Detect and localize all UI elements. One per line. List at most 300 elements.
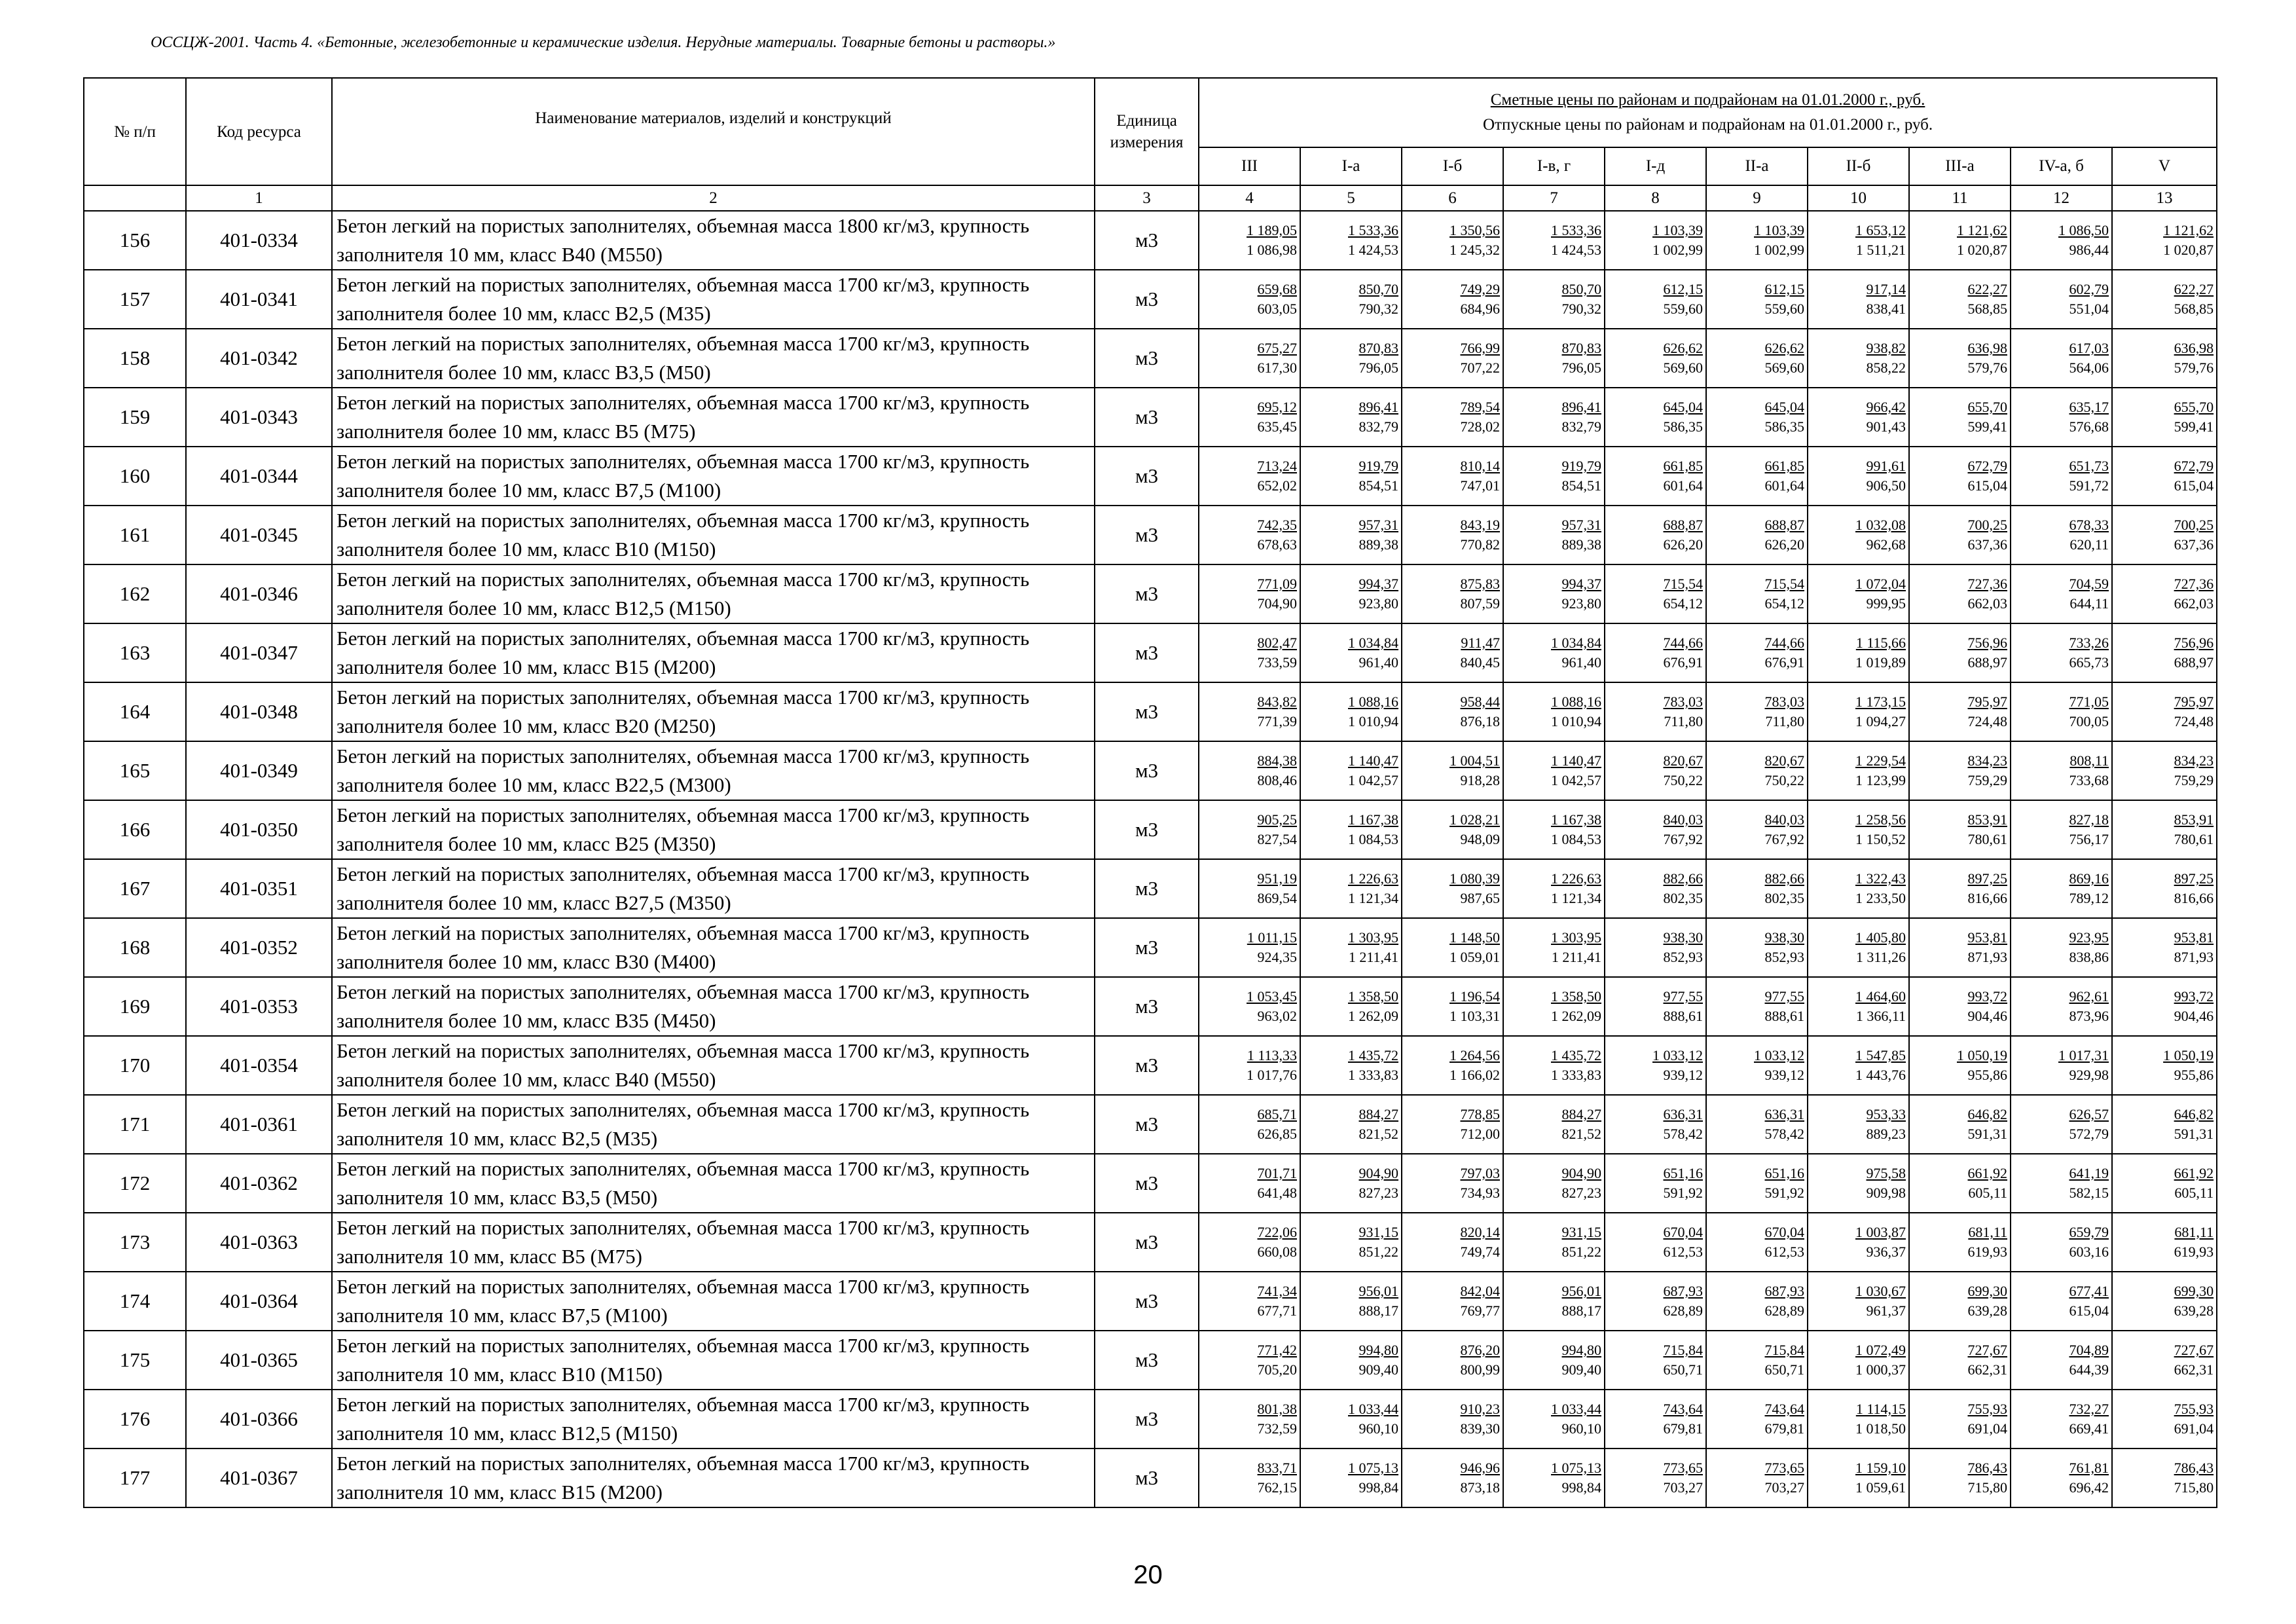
price-cell <box>2011 1272 2112 1331</box>
estimate-price: 993,72 <box>2174 988 2214 1005</box>
price-cell <box>1706 1213 1808 1272</box>
price-cell <box>1300 1213 1402 1272</box>
price-cell <box>1909 918 2011 977</box>
header-region: III <box>1199 147 1300 185</box>
release-price: 601,64 <box>1663 477 1703 494</box>
unit-cell: м3 <box>1095 329 1199 388</box>
estimate-price: 1 350,56 <box>1449 222 1500 238</box>
release-price: 612,53 <box>1663 1244 1703 1260</box>
release-price: 888,17 <box>1358 1302 1398 1319</box>
estimate-price: 741,34 <box>1257 1283 1297 1299</box>
price-cell <box>2112 1272 2217 1331</box>
release-price: 559,60 <box>1764 301 1804 317</box>
estimate-price: 626,62 <box>1764 340 1804 356</box>
estimate-price: 783,03 <box>1663 693 1703 710</box>
price-cell <box>1605 388 1706 447</box>
estimate-price: 834,23 <box>1967 752 2007 769</box>
release-price: 662,31 <box>1967 1361 2007 1378</box>
estimate-price: 771,09 <box>1257 576 1297 592</box>
release-price: 1 059,01 <box>1449 949 1500 965</box>
release-price: 808,46 <box>1257 772 1297 788</box>
price-cell <box>1909 1331 2011 1390</box>
estimate-price: 1 080,39 <box>1449 870 1500 887</box>
estimate-price: 1 088,16 <box>1348 693 1398 710</box>
estimate-price: 1 033,44 <box>1551 1401 1601 1417</box>
price-cell <box>1808 623 1909 682</box>
resource-code: 401-0353 <box>186 977 332 1036</box>
header-num: № п/п <box>84 78 186 185</box>
price-cell <box>2112 1036 2217 1095</box>
release-price: 852,93 <box>1764 949 1804 965</box>
release-price: 1 020,87 <box>2163 242 2214 258</box>
estimate-price: 1 140,47 <box>1348 752 1398 769</box>
table-row <box>84 1331 2217 1390</box>
price-cell <box>1503 506 1605 564</box>
estimate-price: 661,85 <box>1663 458 1703 474</box>
release-price: 871,93 <box>1967 949 2007 965</box>
release-price: 1 042,57 <box>1551 772 1601 788</box>
estimate-price: 715,54 <box>1764 576 1804 592</box>
release-price: 615,04 <box>2069 1302 2109 1319</box>
estimate-price: 695,12 <box>1257 399 1297 415</box>
estimate-price: 802,47 <box>1257 635 1297 651</box>
price-cell <box>1909 1449 2011 1507</box>
price-cell <box>1909 1036 2011 1095</box>
release-price: 796,05 <box>1358 360 1398 376</box>
price-cell <box>1199 211 1300 270</box>
price-cell <box>1605 741 1706 800</box>
row-number: 175 <box>84 1331 186 1390</box>
release-price: 679,81 <box>1764 1420 1804 1437</box>
estimate-price: 1 173,15 <box>1855 693 1906 710</box>
release-price: 704,90 <box>1257 595 1297 612</box>
release-price: 1 262,09 <box>1348 1008 1398 1024</box>
release-price: 669,41 <box>2069 1420 2109 1437</box>
price-cell <box>1402 270 1503 329</box>
release-price: 654,12 <box>1663 595 1703 612</box>
release-price: 888,61 <box>1764 1008 1804 1024</box>
estimate-price: 622,27 <box>2174 281 2214 297</box>
estimate-price: 1 464,60 <box>1855 988 1906 1005</box>
estimate-price: 840,03 <box>1764 811 1804 828</box>
unit-cell: м3 <box>1095 1390 1199 1449</box>
estimate-price: 699,30 <box>2174 1283 2214 1299</box>
price-cell <box>1808 918 1909 977</box>
price-cell <box>1199 1272 1300 1331</box>
release-price: 790,32 <box>1358 301 1398 317</box>
price-cell <box>1402 1154 1503 1213</box>
estimate-price: 783,03 <box>1764 693 1804 710</box>
estimate-price: 1 003,87 <box>1855 1224 1906 1240</box>
price-cell <box>2112 1449 2217 1507</box>
release-price: 628,89 <box>1663 1302 1703 1319</box>
release-price: 1 150,52 <box>1855 831 1906 847</box>
estimate-price: 1 159,10 <box>1855 1460 1906 1476</box>
estimate-price: 1 322,43 <box>1855 870 1906 887</box>
price-cell <box>1605 211 1706 270</box>
price-cell <box>1300 682 1402 741</box>
material-name: Бетон легкий на пористых заполнителях, объемная масса 1700 кг/м3, крупность заполнителя более 10 мм, класс В2,5 (М35) <box>332 270 1095 329</box>
estimate-price: 946,96 <box>1460 1460 1500 1476</box>
price-cell <box>1300 1095 1402 1154</box>
release-price: 599,41 <box>2174 418 2214 435</box>
release-price: 650,71 <box>1663 1361 1703 1378</box>
release-price: 601,64 <box>1764 477 1804 494</box>
price-cell <box>1605 270 1706 329</box>
estimate-price: 850,70 <box>1561 281 1601 297</box>
estimate-price: 701,71 <box>1257 1165 1297 1181</box>
estimate-price: 853,91 <box>1967 811 2007 828</box>
estimate-price: 755,93 <box>1967 1401 2007 1417</box>
price-cell <box>1199 388 1300 447</box>
estimate-price: 884,27 <box>1561 1106 1601 1122</box>
estimate-price: 991,61 <box>1866 458 1906 474</box>
estimate-price: 820,14 <box>1460 1224 1500 1240</box>
release-price: 591,72 <box>2069 477 2109 494</box>
release-price: 564,06 <box>2069 360 2109 376</box>
resource-code: 401-0352 <box>186 918 332 977</box>
resource-code: 401-0362 <box>186 1154 332 1213</box>
table-row <box>84 388 2217 447</box>
price-cell <box>1808 564 1909 623</box>
price-cell <box>2011 211 2112 270</box>
price-cell <box>1300 211 1402 270</box>
header-region: II-б <box>1808 147 1909 185</box>
header-region: III-а <box>1909 147 2011 185</box>
resource-code: 401-0346 <box>186 564 332 623</box>
release-price: 1 121,34 <box>1551 890 1601 906</box>
release-price: 1 424,53 <box>1348 242 1398 258</box>
estimate-price: 1 653,12 <box>1855 222 1906 238</box>
release-price: 626,20 <box>1663 536 1703 553</box>
price-cell <box>1706 1272 1808 1331</box>
release-price: 662,03 <box>2174 595 2214 612</box>
table-row <box>84 1272 2217 1331</box>
release-price: 619,93 <box>1967 1244 2007 1260</box>
unit-cell: м3 <box>1095 270 1199 329</box>
price-cell <box>1706 859 1808 918</box>
estimate-price: 786,43 <box>2174 1460 2214 1476</box>
unit-cell: м3 <box>1095 1449 1199 1507</box>
estimate-price: 727,67 <box>2174 1342 2214 1358</box>
price-cell <box>1300 388 1402 447</box>
price-cell <box>2112 1095 2217 1154</box>
estimate-price: 651,16 <box>1764 1165 1804 1181</box>
release-price: 707,22 <box>1460 360 1500 376</box>
release-price: 796,05 <box>1561 360 1601 376</box>
release-price: 901,43 <box>1866 418 1906 435</box>
material-name: Бетон легкий на пористых заполнителях, объемная масса 1700 кг/м3, крупность заполнителя 10 мм, класс В2,5 (М35) <box>332 1095 1095 1154</box>
price-cell <box>1808 506 1909 564</box>
release-price: 582,15 <box>2069 1185 2109 1201</box>
price-cell <box>2011 1095 2112 1154</box>
release-price: 568,85 <box>1967 301 2007 317</box>
estimate-price: 953,81 <box>2174 929 2214 946</box>
material-name: Бетон легкий на пористых заполнителях, объемная масса 1700 кг/м3, крупность заполнителя более 10 мм, класс В22,5 (М300) <box>332 741 1095 800</box>
price-cell <box>1909 1390 2011 1449</box>
estimate-price: 727,36 <box>1967 576 2007 592</box>
estimate-price: 938,30 <box>1663 929 1703 946</box>
release-price: 591,92 <box>1663 1185 1703 1201</box>
release-price: 924,35 <box>1257 949 1297 965</box>
release-price: 854,51 <box>1358 477 1398 494</box>
resource-code: 401-0342 <box>186 329 332 388</box>
unit-cell: м3 <box>1095 918 1199 977</box>
release-price: 918,28 <box>1460 772 1500 788</box>
price-cell <box>1808 329 1909 388</box>
resource-code: 401-0344 <box>186 447 332 506</box>
release-price: 605,11 <box>2174 1185 2214 1201</box>
resource-code: 401-0347 <box>186 623 332 682</box>
header-unit: Единица измерения <box>1095 78 1199 185</box>
price-cell <box>1503 329 1605 388</box>
price-cell <box>1706 1036 1808 1095</box>
release-price: 800,99 <box>1460 1361 1500 1378</box>
price-cell <box>1706 329 1808 388</box>
price-cell <box>1605 1213 1706 1272</box>
unit-cell: м3 <box>1095 741 1199 800</box>
release-price: 1 002,99 <box>1652 242 1703 258</box>
estimate-price: 962,61 <box>2069 988 2109 1005</box>
price-cell <box>1808 1390 1909 1449</box>
price-cell <box>1706 918 1808 977</box>
header-column-number: 6 <box>1402 185 1503 211</box>
release-price: 591,31 <box>1967 1126 2007 1142</box>
table-row <box>84 1390 2217 1449</box>
price-cell <box>2011 741 2112 800</box>
release-price: 854,51 <box>1561 477 1601 494</box>
estimate-price: 1 189,05 <box>1247 222 1297 238</box>
material-name: Бетон легкий на пористых заполнителях, объемная масса 1700 кг/м3, крупность заполнителя 10 мм, класс В5 (М75) <box>332 1213 1095 1272</box>
release-price: 909,40 <box>1561 1361 1601 1378</box>
estimate-price: 795,97 <box>1967 693 2007 710</box>
release-price: 929,98 <box>2069 1067 2109 1083</box>
price-cell <box>1503 447 1605 506</box>
price-cell <box>1300 270 1402 329</box>
release-price: 639,28 <box>1967 1302 2007 1319</box>
release-price: 677,71 <box>1257 1302 1297 1319</box>
price-cell <box>1909 506 2011 564</box>
price-cell <box>1402 800 1503 859</box>
price-cell <box>1300 859 1402 918</box>
unit-cell: м3 <box>1095 211 1199 270</box>
release-price: 1 311,26 <box>1855 949 1906 965</box>
release-price: 923,80 <box>1561 595 1601 612</box>
header-region: IV-а, б <box>2011 147 2112 185</box>
release-price: 579,76 <box>2174 360 2214 376</box>
price-cell <box>1605 623 1706 682</box>
estimate-price: 1 114,15 <box>1855 1401 1906 1417</box>
unit-cell: м3 <box>1095 977 1199 1036</box>
price-cell <box>1503 741 1605 800</box>
release-price: 1 333,83 <box>1551 1067 1601 1083</box>
price-cell <box>1808 270 1909 329</box>
estimate-price: 833,71 <box>1257 1460 1297 1476</box>
price-cell <box>1605 447 1706 506</box>
material-name: Бетон легкий на пористых заполнителях, объемная масса 1700 кг/м3, крупность заполнителя более 10 мм, класс В5 (М75) <box>332 388 1095 447</box>
release-price: 1 094,27 <box>1855 713 1906 729</box>
price-cell <box>1402 211 1503 270</box>
price-cell <box>2011 1331 2112 1390</box>
estimate-price: 1 004,51 <box>1449 752 1500 769</box>
release-price: 688,97 <box>2174 654 2214 671</box>
header-column-number: 10 <box>1808 185 1909 211</box>
price-cell <box>1605 800 1706 859</box>
price-cell <box>1300 1154 1402 1213</box>
resource-code: 401-0345 <box>186 506 332 564</box>
unit-cell: м3 <box>1095 1036 1199 1095</box>
estimate-price: 904,90 <box>1561 1165 1601 1181</box>
release-price: 759,29 <box>1967 772 2007 788</box>
release-price: 626,20 <box>1764 536 1804 553</box>
estimate-price: 1 033,12 <box>1754 1047 1804 1063</box>
estimate-price: 1 226,63 <box>1348 870 1398 887</box>
estimate-price: 749,29 <box>1460 281 1500 297</box>
release-price: 904,46 <box>2174 1008 2214 1024</box>
table-head <box>84 78 2217 211</box>
price-cell <box>2112 211 2217 270</box>
release-price: 1 002,99 <box>1754 242 1804 258</box>
estimate-price: 635,17 <box>2069 399 2109 415</box>
release-price: 759,29 <box>2174 772 2214 788</box>
price-cell <box>1300 918 1402 977</box>
resource-code: 401-0349 <box>186 741 332 800</box>
price-cell <box>1909 447 2011 506</box>
price-cell <box>2011 270 2112 329</box>
resource-code: 401-0351 <box>186 859 332 918</box>
release-price: 617,30 <box>1257 360 1297 376</box>
price-cell <box>1402 388 1503 447</box>
price-table <box>83 77 2217 1508</box>
price-cell <box>1300 1390 1402 1449</box>
price-cell <box>1402 918 1503 977</box>
table-row <box>84 1095 2217 1154</box>
price-cell <box>1808 1331 1909 1390</box>
release-price: 769,77 <box>1460 1302 1500 1319</box>
price-cell <box>1909 800 2011 859</box>
price-cell <box>1503 1331 1605 1390</box>
price-cell <box>1706 1331 1808 1390</box>
estimate-price: 919,79 <box>1561 458 1601 474</box>
row-number: 172 <box>84 1154 186 1213</box>
price-cell <box>2011 859 2112 918</box>
material-name: Бетон легкий на пористых заполнителях, объемная масса 1700 кг/м3, крупность заполнителя более 10 мм, класс В30 (М400) <box>332 918 1095 977</box>
release-price: 688,97 <box>1967 654 2007 671</box>
material-name: Бетон легкий на пористых заполнителях, объемная масса 1700 кг/м3, крупность заполнителя 10 мм, класс В12,5 (М150) <box>332 1390 1095 1449</box>
price-cell <box>1503 682 1605 741</box>
estimate-price: 773,65 <box>1764 1460 1804 1476</box>
unit-cell: м3 <box>1095 447 1199 506</box>
price-cell <box>1808 1272 1909 1331</box>
release-price: 1 245,32 <box>1449 242 1500 258</box>
material-name: Бетон легкий на пористых заполнителях, объемная масса 1700 кг/м3, крупность заполнителя более 10 мм, класс В35 (М450) <box>332 977 1095 1036</box>
material-name: Бетон легкий на пористых заполнителях, объемная масса 1700 кг/м3, крупность заполнителя 10 мм, класс В15 (М200) <box>332 1449 1095 1507</box>
estimate-price: 1 358,50 <box>1348 988 1398 1005</box>
price-cell <box>1402 329 1503 388</box>
estimate-price: 966,42 <box>1866 399 1906 415</box>
release-price: 1 018,50 <box>1855 1420 1906 1437</box>
header-row-column-numbers <box>84 185 2217 211</box>
estimate-price: 1 011,15 <box>1247 929 1297 946</box>
estimate-price: 1 075,13 <box>1348 1460 1398 1476</box>
estimate-price: 884,38 <box>1257 752 1297 769</box>
price-cell <box>2011 918 2112 977</box>
release-price: 644,11 <box>2069 595 2109 612</box>
estimate-price: 820,67 <box>1663 752 1703 769</box>
release-price: 851,22 <box>1358 1244 1398 1260</box>
header-column-number: 4 <box>1199 185 1300 211</box>
estimate-price: 975,58 <box>1866 1165 1906 1181</box>
estimate-price: 675,27 <box>1257 340 1297 356</box>
price-cell <box>1706 1449 1808 1507</box>
release-price: 955,86 <box>2174 1067 2214 1083</box>
price-cell <box>1909 388 2011 447</box>
release-price: 728,02 <box>1460 418 1500 435</box>
estimate-price: 919,79 <box>1358 458 1398 474</box>
release-price: 1 123,99 <box>1855 772 1906 788</box>
price-cell <box>1706 1390 1808 1449</box>
estimate-price: 1 030,67 <box>1855 1283 1906 1299</box>
price-cell <box>2112 623 2217 682</box>
estimate-price: 911,47 <box>1461 635 1500 651</box>
estimate-price: 688,87 <box>1663 517 1703 533</box>
price-cell <box>1402 682 1503 741</box>
price-cell <box>1300 1449 1402 1507</box>
release-price: 807,59 <box>1460 595 1500 612</box>
release-price: 827,54 <box>1257 831 1297 847</box>
release-price: 876,18 <box>1460 713 1500 729</box>
estimate-price: 670,04 <box>1764 1224 1804 1240</box>
release-price: 1 019,89 <box>1855 654 1906 671</box>
price-cell <box>1199 977 1300 1036</box>
table-row <box>84 1154 2217 1213</box>
row-number: 157 <box>84 270 186 329</box>
release-price: 1 103,31 <box>1449 1008 1500 1024</box>
estimate-price: 715,54 <box>1663 576 1703 592</box>
release-price: 851,22 <box>1561 1244 1601 1260</box>
price-cell <box>1199 859 1300 918</box>
estimate-price: 715,84 <box>1764 1342 1804 1358</box>
price-cell <box>1503 1154 1605 1213</box>
price-cell <box>2112 1331 2217 1390</box>
release-price: 676,91 <box>1764 654 1804 671</box>
release-price: 767,92 <box>1764 831 1804 847</box>
header-column-number: 13 <box>2112 185 2217 211</box>
row-number: 158 <box>84 329 186 388</box>
header-prices <box>1199 78 2217 147</box>
price-cell <box>1402 859 1503 918</box>
price-cell <box>1909 682 2011 741</box>
price-cell <box>1300 506 1402 564</box>
header-column-number: 12 <box>2011 185 2112 211</box>
price-cell <box>1706 1095 1808 1154</box>
estimate-price: 661,92 <box>1967 1165 2007 1181</box>
estimate-price: 655,70 <box>1967 399 2007 415</box>
table-row <box>84 447 2217 506</box>
release-price: 662,31 <box>2174 1361 2214 1378</box>
estimate-price: 744,66 <box>1663 635 1703 651</box>
release-price: 873,18 <box>1460 1479 1500 1496</box>
release-price: 639,28 <box>2174 1302 2214 1319</box>
resource-code: 401-0367 <box>186 1449 332 1507</box>
release-price: 821,52 <box>1358 1126 1398 1142</box>
estimate-price: 1 053,45 <box>1247 988 1297 1005</box>
estimate-price: 897,25 <box>2174 870 2214 887</box>
header-region: I-в, г <box>1503 147 1605 185</box>
header-region: II-а <box>1706 147 1808 185</box>
release-price: 551,04 <box>2069 301 2109 317</box>
release-price: 832,79 <box>1561 418 1601 435</box>
